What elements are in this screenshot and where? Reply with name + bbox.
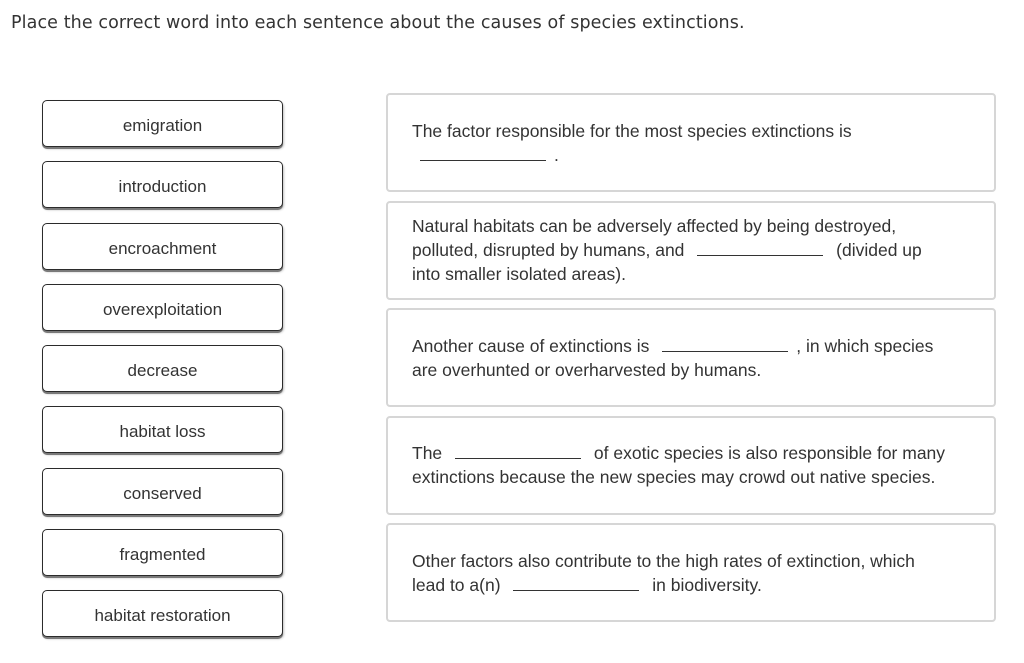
sentence-drop-zone-1[interactable]: [386, 93, 996, 192]
sentence-before: The factor responsible for the most species extinctions is: [412, 120, 852, 141]
sentence-text: [412, 334, 952, 382]
word-chip-habitat-loss[interactable]: habitat loss: [42, 406, 283, 453]
answer-blank[interactable]: [513, 576, 639, 591]
sentence-text: [412, 119, 952, 167]
sentence-list: [386, 93, 996, 631]
sentence-drop-zone-4[interactable]: [386, 416, 996, 515]
sentence-drop-zone-5[interactable]: [386, 523, 996, 622]
sentence-text: [412, 549, 952, 597]
sentence-after: of exotic species is also responsible for many extinctions because the new species may crowd out native species.: [412, 443, 946, 487]
sentence-after: , in which species are overhunted or overharvested by humans.: [412, 335, 934, 380]
word-chip-encroachment[interactable]: encroachment: [42, 223, 283, 270]
sentence-after: .: [554, 144, 559, 165]
sentence-text: [412, 441, 952, 489]
word-chip-overexploitation[interactable]: overexploitation: [42, 284, 283, 331]
word-chip-emigration[interactable]: emigration: [42, 100, 283, 147]
word-chip-conserved[interactable]: conserved: [42, 468, 283, 515]
answer-blank[interactable]: [455, 444, 581, 459]
question-instruction: Place the correct word into each sentence about the causes of species extinctions.: [11, 13, 745, 33]
sentence-text: [412, 214, 952, 286]
sentence-before: The: [412, 443, 443, 463]
sentence-before: Another cause of extinctions is: [412, 335, 650, 356]
answer-blank[interactable]: [662, 337, 788, 352]
word-chip-introduction[interactable]: introduction: [42, 161, 283, 208]
sentence-after: (divided up into smaller isolated areas).: [412, 240, 922, 284]
word-chip-fragmented[interactable]: fragmented: [42, 529, 283, 576]
answer-blank[interactable]: [697, 241, 823, 256]
sentence-before: Natural habitats can be adversely affected by being destroyed, polluted, disrupted by humans, and: [412, 216, 897, 260]
sentence-drop-zone-2[interactable]: [386, 201, 996, 300]
word-chip-habitat-restoration[interactable]: habitat restoration: [42, 590, 283, 637]
sentence-before: Other factors also contribute to the high rates of extinction, which lead to a(n): [412, 550, 915, 595]
word-chip-decrease[interactable]: decrease: [42, 345, 283, 392]
word-bank: [42, 100, 283, 652]
answer-blank[interactable]: [420, 146, 546, 161]
sentence-after: in biodiversity.: [652, 574, 762, 595]
sentence-drop-zone-3[interactable]: [386, 308, 996, 407]
